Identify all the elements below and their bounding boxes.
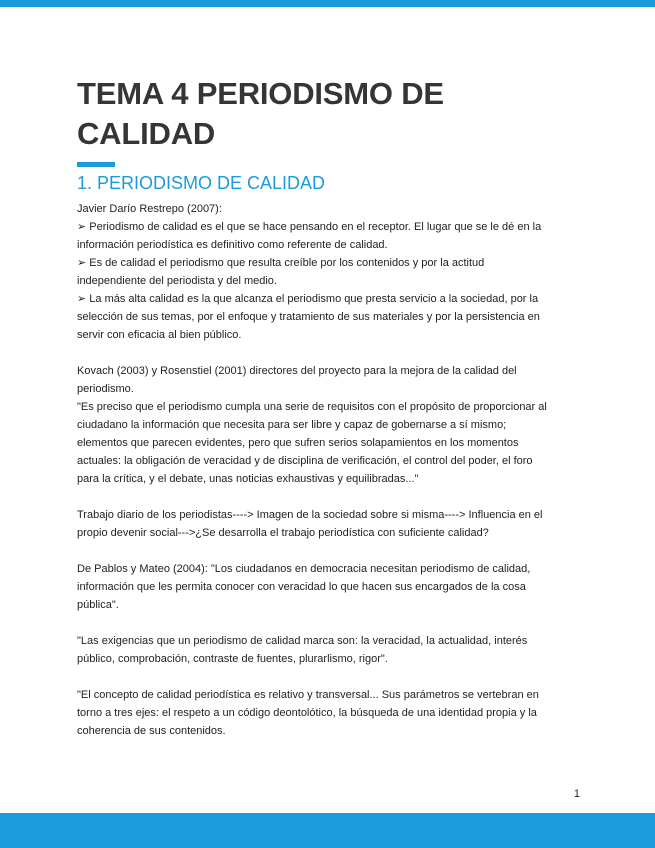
text-line: ➢ Es de calidad el periodismo que resulta creíble por los contenidos y por la actitud — [77, 257, 485, 269]
paragraph-concepto — [77, 686, 582, 740]
text-line: independiente del periodista y del medio. — [77, 275, 277, 287]
text-line: propio devenir social--->¿Se desarrolla el trabajo periodística con suficiente calidad? — [77, 527, 489, 539]
text-line: público, comprobación, contraste de fuentes, plurarlismo, rigor". — [77, 653, 388, 665]
paragraph-restrepo — [77, 200, 582, 344]
bottom-accent-bar — [0, 813, 655, 848]
top-accent-bar — [0, 0, 655, 7]
text-line: para la crítica, y el debate, unas noticias exhaustivas y equilibradas..." — [77, 473, 419, 485]
text-line: actuales: la obligación de veracidad y de disciplina de verificación, el control del poder, el foro — [77, 455, 533, 467]
text-line: selección de sus temas, por el enfoque y tratamiento de sus materiales y por la persistencia en — [77, 311, 540, 323]
text-line: ciudadano la información que necesita para ser libre y capaz de gobernarse a sí mismo; — [77, 419, 507, 431]
text-line: elementos que parecen evidentes, pero que sufren serios solapamientos en los momentos — [77, 437, 519, 449]
paragraph-kovach — [77, 362, 582, 488]
text-line: ➢ Periodismo de calidad es el que se hace pensando en el receptor. El lugar que se le dé en la — [77, 221, 542, 233]
text-line: pública". — [77, 599, 119, 611]
text-line: Javier Darío Restrepo (2007): — [77, 203, 222, 215]
text-line: información periodística es definitivo como referente de calidad. — [77, 239, 388, 251]
text-line: "El concepto de calidad periodística es relativo y transversal... Sus parámetros se vertebran en — [77, 689, 539, 701]
text-line: coherencia de sus contenidos. — [77, 725, 226, 737]
title-underline — [77, 162, 115, 167]
page-title-line: TEMA 4 PERIODISMO DE — [77, 76, 444, 111]
section-heading: 1. PERIODISMO DE CALIDAD — [77, 173, 326, 193]
paragraph-trabajo-diario — [77, 506, 582, 542]
text-line: servir con eficacia al bien público. — [77, 329, 242, 341]
text-line: De Pablos y Mateo (2004): "Los ciudadanos en democracia necesitan periodismo de calidad, — [77, 563, 531, 575]
paragraph-exigencias — [77, 632, 582, 668]
page-number: 1 — [573, 788, 580, 800]
paragraph-de-pablos — [77, 560, 582, 614]
text-line: torno a tres ejes: el respeto a un código deontolótico, la búsqueda de una identidad propia y la — [77, 707, 537, 719]
page-title-line: CALIDAD — [77, 116, 216, 151]
text-line: "Las exigencias que un periodismo de calidad marca son: la veracidad, la actualidad, interés — [77, 635, 528, 647]
page-content — [77, 74, 582, 758]
text-line: ➢ La más alta calidad es la que alcanza el periodismo que presta servicio a la sociedad, por la — [77, 293, 539, 305]
text-line: Trabajo diario de los periodistas----> Imagen de la sociedad sobre si misma----> Influencia en el — [77, 509, 543, 521]
text-line: "Es preciso que el periodismo cumpla una serie de requisitos con el propósito de proporcionar al — [77, 401, 547, 413]
text-line: información que les permita conocer con veracidad lo que hacen sus encargados de la cosa — [77, 581, 526, 593]
text-line: periodismo. — [77, 383, 134, 395]
page-title — [77, 74, 582, 154]
text-line: Kovach (2003) y Rosenstiel (2001) directores del proyecto para la mejora de la calidad del — [77, 365, 517, 377]
